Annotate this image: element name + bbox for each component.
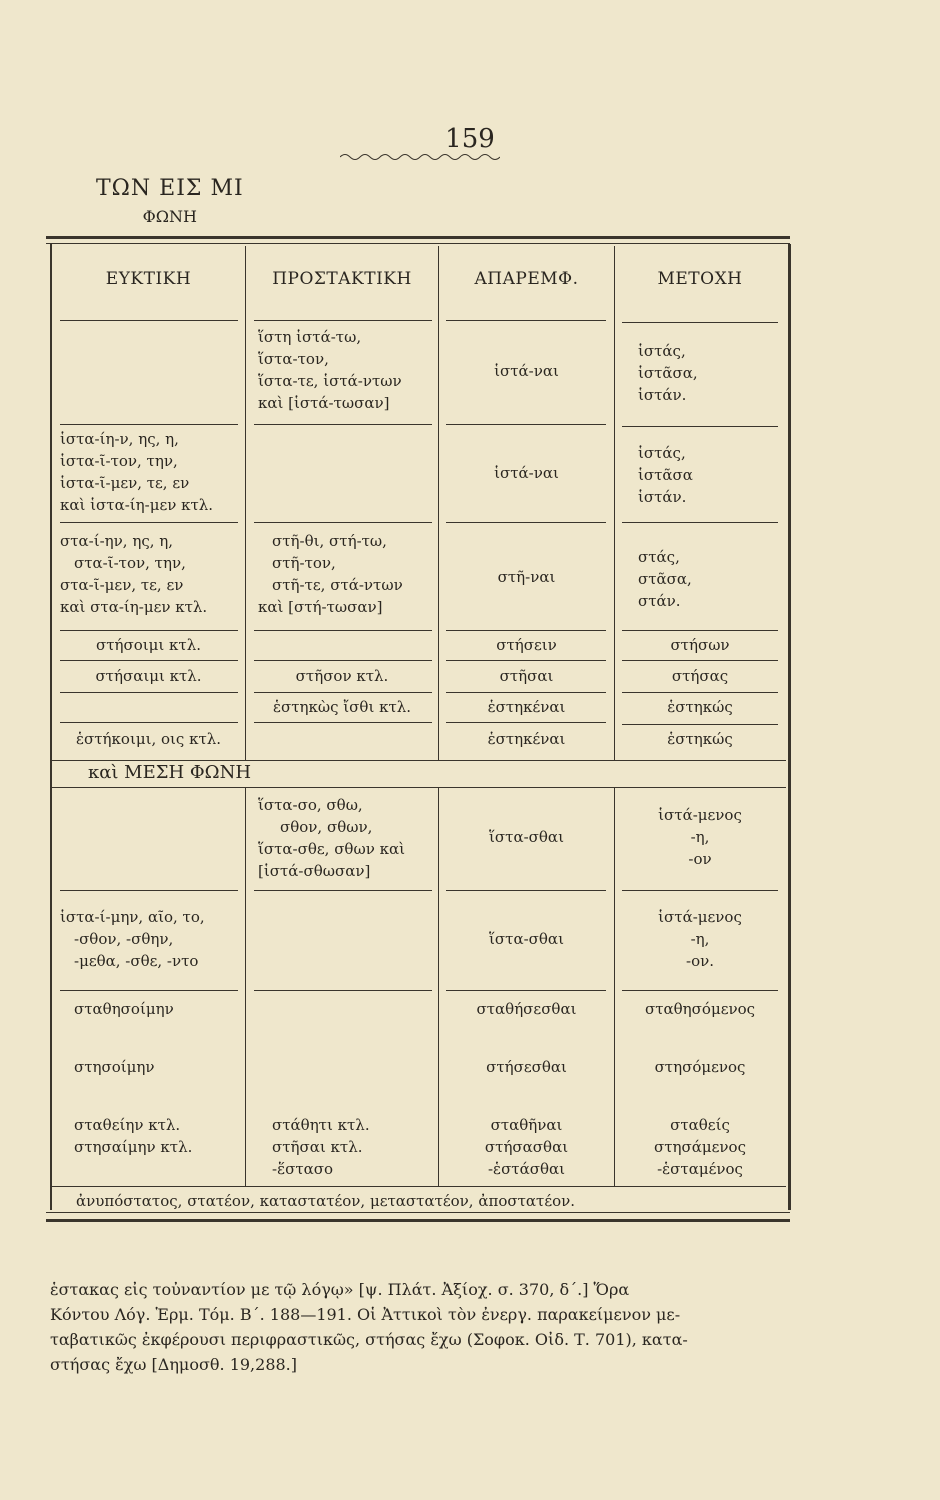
row-rule [60, 320, 238, 321]
row-rule [254, 630, 432, 631]
cell-apar: στῆσαι [499, 667, 554, 685]
heading-subtitle: ΦΩΝΗ [142, 207, 197, 226]
cell-eukt: στήσαιμι κτλ. [95, 667, 202, 685]
cell-prost: ἑστηκὼς ἴσθι κτλ. [272, 698, 412, 716]
cell-prost: ἵστα-σο, σθω, σθον, σθων, ἵστα-σθε, σθων καὶ [ἱστά-σθωσαν] [258, 796, 405, 880]
row-rule [52, 1186, 786, 1187]
cell-metoxi: σταθησόμενος [644, 1000, 756, 1018]
cell-eukt: στα-ί-ην, ης, η, στα-ῖ-τον, την, στα-ῖ-μεν, τε, εν καὶ στα-ίη-μεν κτλ. [60, 532, 208, 616]
row-rule [254, 990, 432, 991]
cell-apar: ἱστά-ναι [494, 362, 559, 380]
row-rule [622, 724, 778, 725]
row-rule [254, 890, 432, 891]
verbal-adjectives: ἀνυπόστατος, στατέον, καταστατέον, μεταστατέον, ἀποστατέον. [76, 1192, 576, 1210]
section-heading [96, 176, 244, 226]
cell-apar: σταθήσεσθαι [476, 1000, 577, 1018]
section-divider [52, 760, 786, 761]
row-rule [60, 660, 238, 661]
cell-apar: ἑστηκέναι [487, 730, 566, 748]
row-rule [446, 630, 606, 631]
cell-eukt: ἱστα-ί-μην, αῖο, το, -σθον, -σθην, -μεθα, -σθε, -ντο [60, 908, 205, 970]
row-rule [254, 320, 432, 321]
table-bottom-rule [46, 1212, 790, 1222]
row-rule [622, 426, 778, 427]
row-rule [254, 522, 432, 523]
row-rule [622, 660, 778, 661]
cell-apar: σταθῆναι στήσασθαι -ἑστάσθαι [484, 1116, 569, 1178]
row-rule [254, 722, 432, 723]
row-rule [446, 692, 606, 693]
page-number: 159 [445, 124, 495, 154]
column-header-prostaktiki: ΠΡΟΣΤΑΚΤΙΚΗ [272, 269, 412, 289]
column-header-aparemfato: ΑΠΑΡΕΜΦ. [474, 269, 579, 289]
cell-eukt: σταθείην κτλ. στησαίμην κτλ. [74, 1116, 193, 1156]
row-rule [622, 990, 778, 991]
row-rule [60, 424, 238, 425]
cell-metoxi: ἱστάς, ἱστᾶσα ἱστάν. [638, 444, 693, 506]
row-rule [446, 890, 606, 891]
cell-eukt: ἱστα-ίη-ν, ης, η, ἱστα-ῖ-τον, την, ἱστα-ῖ-μεν, τε, εν καὶ ἱστα-ίη-μεν κτλ. [60, 430, 214, 514]
column-divider [245, 787, 246, 1187]
footnote: ἑστακας εἰς τοὐναντίον με τῷ λόγῳ» [ψ. Πλάτ. Ἀξίοχ. σ. 370, δ΄.] Ὅρα Κόντου Λόγ. Ἑρμ. Τόμ. Β΄. 188—191. Οἱ Ἀττικοὶ τὸν ἐνεργ. παρακείμενον με- ταβατικῶς ἐκφέρουσι περιφραστικῶς, στήσας ἔχω (Σοφοκ. Οἰδ. Τ. 701), κατα- στήσας ἔχω [Δημοσθ. 19,288.] [50, 1280, 688, 1374]
row-rule [446, 424, 606, 425]
row-rule [60, 890, 238, 891]
cell-metoxi: στάς, στᾶσα, στάν. [638, 548, 692, 610]
cell-prost: ἵστη ἱστά-τω, ἵστα-τον, ἵστα-τε, ἱστά-ντων καὶ [ἱστά-τωσαν] [258, 328, 402, 412]
row-rule [60, 692, 238, 693]
row-rule [60, 630, 238, 631]
cell-eukt: σταθησοίμην [74, 1000, 174, 1018]
row-rule [60, 990, 238, 991]
row-rule [254, 424, 432, 425]
ornament-squiggle [340, 152, 500, 162]
cell-apar: ἵστα-σθαι [489, 930, 564, 948]
cell-metoxi: ἱστά-μενος -η, -ον [658, 806, 742, 868]
cell-eukt: στήσοιμι κτλ. [95, 636, 202, 654]
cell-apar: στήσειν [496, 636, 557, 654]
cell-prost: στῆ-θι, στή-τω, στῆ-τον, στῆ-τε, στά-ντων καὶ [στή-τωσαν] [258, 532, 403, 616]
cell-apar: στήσεσθαι [486, 1058, 567, 1076]
cell-prost: στῆσον κτλ. [295, 667, 389, 685]
cell-apar: στῆ-ναι [497, 568, 556, 586]
cell-metoxi: σταθείς στησάμενος -ἑσταμένος [654, 1116, 746, 1178]
row-rule [446, 722, 606, 723]
row-rule [446, 660, 606, 661]
table-top-rule [46, 236, 790, 244]
row-rule [622, 522, 778, 523]
row-rule [60, 722, 238, 723]
cell-apar: ἑστηκέναι [487, 698, 566, 716]
section-divider [52, 787, 786, 788]
cell-eukt: στησοίμην [74, 1058, 155, 1076]
column-header-euktiki: ΕΥΚΤΙΚΗ [105, 269, 192, 289]
row-rule [60, 522, 238, 523]
cell-metoxi: ἑστηκώς [667, 730, 733, 748]
row-rule [622, 692, 778, 693]
cell-apar: ἵστα-σθαι [489, 828, 564, 846]
row-rule [446, 990, 606, 991]
cell-metoxi: στήσας [671, 667, 729, 685]
row-rule [446, 320, 606, 321]
column-header-metoxi: ΜΕΤΟΧΗ [657, 269, 743, 289]
cell-eukt: ἑστήκοιμι, οις κτλ. [75, 730, 222, 748]
row-rule [622, 630, 778, 631]
cell-metoxi: ἱστά-μενος -η, -ον. [658, 908, 742, 970]
cell-metoxi: στησόμενος [654, 1058, 746, 1076]
row-rule [622, 890, 778, 891]
heading-title: ΤΩΝ ΕΙΣ ΜΙ [96, 176, 244, 201]
cell-metoxi: ἑστηκώς [667, 698, 733, 716]
cell-metoxi: στήσων [670, 636, 730, 654]
middle-voice-label: καὶ ΜΕΣΗ ΦΩΝΗ [88, 762, 252, 783]
row-rule [254, 692, 432, 693]
row-rule [622, 322, 778, 323]
row-rule [254, 660, 432, 661]
cell-apar: ἱστά-ναι [494, 464, 559, 482]
cell-prost: στάθητι κτλ. στῆσαι κτλ. -ἕστασο [272, 1116, 370, 1178]
cell-metoxi: ἱστάς, ἱστᾶσα, ἱστάν. [638, 342, 698, 404]
row-rule [446, 522, 606, 523]
